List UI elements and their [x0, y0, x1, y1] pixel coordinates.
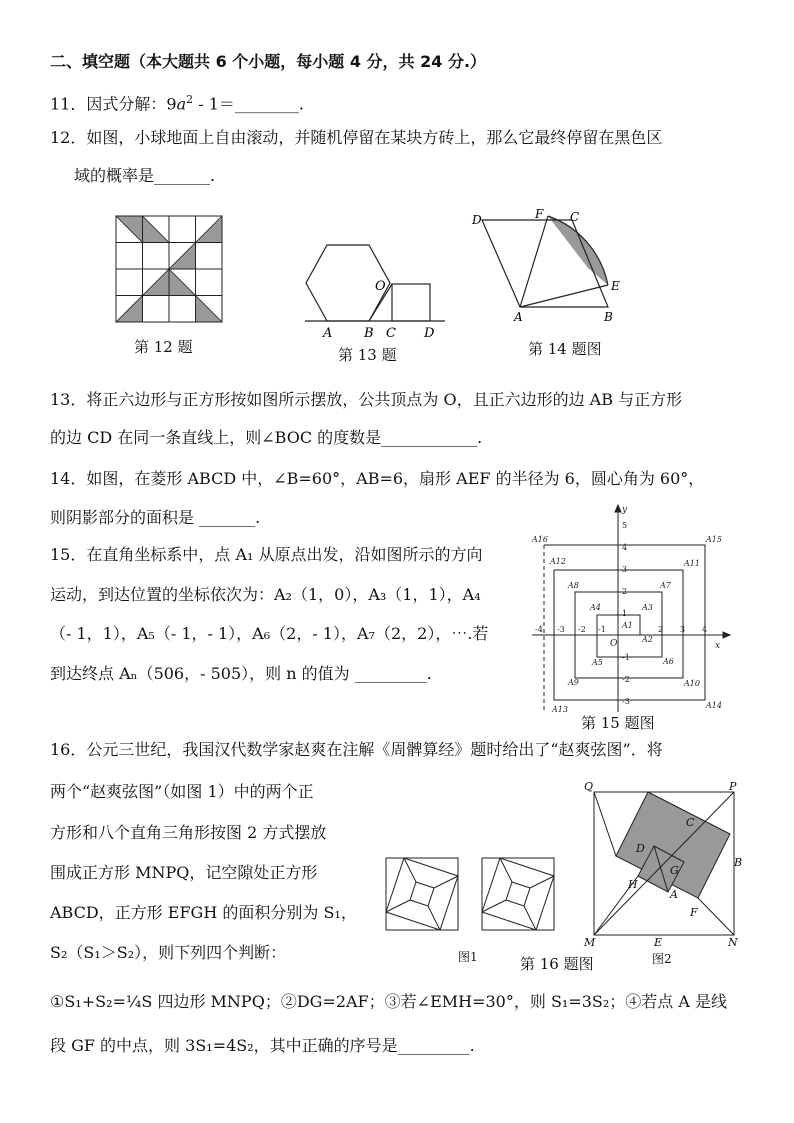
caption-q16: 第 16 题图 — [520, 955, 594, 973]
question-14-line2: 则阴影部分的面积是 _______. — [50, 508, 261, 527]
fig16-label-d: D — [636, 842, 645, 855]
q11-var: a — [176, 94, 187, 114]
question-16-line2: 两个“赵爽弦图”（如图 1）中的两个正 — [50, 782, 314, 801]
question-13-line1 — [50, 390, 682, 410]
svg-text:A8: A8 — [568, 581, 579, 590]
q15-number: 15． — [50, 545, 87, 564]
question-15-line1 — [50, 545, 483, 565]
fig16-label-c: C — [686, 816, 695, 829]
svg-text:3: 3 — [680, 625, 686, 634]
figure-14 — [468, 206, 628, 326]
svg-text:-1: -1 — [598, 625, 606, 634]
q11-number: 11． — [50, 94, 87, 114]
fig13-label-o: O — [375, 279, 386, 294]
section-header: 二、填空题（本大题共 6 个小题，每小题 4 分，共 24 分.） — [50, 52, 487, 71]
fig14-label-e: E — [611, 279, 620, 293]
q12-line1-text: 如图，小球地面上自由滚动，并随机停留在某块方砖上，那么它最终停留在黑色区 — [86, 128, 663, 147]
caption-fig1: 图1 — [458, 950, 478, 964]
fig15-axis-x: x — [715, 641, 721, 651]
svg-text:-1: -1 — [622, 653, 630, 662]
fig16-label-f: F — [690, 906, 698, 919]
caption-q15: 第 15 题图 — [581, 714, 655, 732]
q16-number: 16． — [50, 740, 87, 759]
question-16-line7: ①S₁+S₂=¼S 四边形 MNPQ；②DG=2AF；③若∠EMH=30°，则 S₁=3S₂；④若点 A 是线 — [50, 992, 728, 1011]
figure-12-grid — [116, 216, 222, 322]
question-12-line2: 域的概率是_______. — [74, 166, 216, 185]
svg-text:3: 3 — [622, 565, 628, 574]
svg-text:A7: A7 — [660, 581, 671, 590]
fig16-label-m: M — [584, 936, 596, 949]
caption-fig2: 图2 — [652, 952, 672, 966]
figure-13 — [305, 240, 445, 340]
svg-text:A9: A9 — [568, 678, 579, 687]
question-16-line8: 段 GF 的中点，则 3S₁=4S₂，其中正确的序号是_________. — [50, 1036, 475, 1055]
question-14-line1 — [50, 469, 704, 489]
svg-text:4: 4 — [622, 543, 628, 552]
fig16-label-p: P — [729, 780, 737, 793]
question-16-line3: 方形和八个直角三角形按图 2 方式摆放 — [50, 823, 327, 842]
figure-16-fig2 — [584, 780, 743, 949]
svg-text:4: 4 — [702, 625, 708, 634]
fig14-label-c: C — [570, 210, 580, 224]
fig14-label-a: A — [514, 310, 523, 324]
fig14-label-d: D — [472, 213, 482, 227]
fig16-label-h: H — [628, 878, 638, 891]
svg-text:-3: -3 — [622, 697, 630, 706]
svg-text:-2: -2 — [578, 625, 586, 634]
fig13-label-d: D — [424, 326, 435, 341]
fig14-label-b: B — [604, 310, 613, 324]
question-15-line3: （- 1，1），A₅（- 1，- 1），A₆（2，- 1），A₇（2，2），⋯.若 — [50, 624, 489, 643]
fig15-axis-y: y — [622, 505, 628, 515]
svg-text:5: 5 — [622, 521, 628, 530]
question-15-line4: 到达终点 Aₙ（506，- 505），则 n 的值为 _________. — [50, 664, 432, 683]
svg-text:A16: A16 — [532, 535, 548, 544]
svg-text:A1: A1 — [622, 621, 633, 630]
fig16-label-n: N — [728, 936, 738, 949]
fig16-label-e: E — [654, 936, 663, 949]
svg-text:A10: A10 — [684, 679, 700, 688]
fig13-label-b: B — [364, 326, 374, 341]
svg-text:1: 1 — [622, 609, 628, 618]
svg-text:A11: A11 — [684, 559, 700, 568]
svg-text:A3: A3 — [642, 603, 653, 612]
q13-number: 13． — [50, 390, 87, 409]
q11-text-b: - 1＝________. — [193, 94, 304, 114]
q16-line1-text: 公元三世纪，我国汉代数学家赵爽在注解《周髀算经》题时给出了“赵爽弦图”．将 — [86, 740, 663, 759]
fig15-origin: O — [610, 639, 618, 649]
svg-text:2: 2 — [658, 625, 664, 634]
fig16-label-g: G — [670, 864, 679, 877]
svg-text:-4: -4 — [535, 625, 543, 634]
svg-text:2: 2 — [622, 587, 628, 596]
caption-q14: 第 14 题图 — [528, 340, 602, 358]
svg-text:A15: A15 — [706, 535, 722, 544]
fig16-label-a: A — [670, 888, 678, 901]
fig16-label-q: Q — [584, 780, 594, 793]
q12-number: 12． — [50, 128, 87, 147]
fig13-label-a: A — [323, 326, 333, 341]
svg-text:-2: -2 — [622, 675, 630, 684]
question-16-line6: S₂（S₁＞S₂），则下列四个判断： — [50, 943, 287, 962]
q14-number: 14． — [50, 469, 87, 488]
svg-text:-3: -3 — [557, 625, 565, 634]
svg-text:A12: A12 — [550, 557, 566, 566]
fig13-label-c: C — [386, 326, 396, 341]
svg-text:A5: A5 — [592, 658, 603, 667]
q15-line1-text: 在直角坐标系中，点 A₁ 从原点出发，沿如图所示的方向 — [86, 545, 483, 564]
q14-line1-text: 如图，在菱形 ABCD 中，∠B=60°，AB=6，扇形 AEF 的半径为 6，圆心角为 60°， — [86, 469, 705, 488]
question-13-line2: 的边 CD 在同一条直线上，则∠BOC 的度数是____________. — [50, 428, 483, 447]
caption-q13: 第 13 题 — [338, 346, 397, 364]
figure-15-spiral — [530, 500, 735, 715]
svg-text:A2: A2 — [642, 635, 653, 644]
svg-text:A6: A6 — [663, 657, 674, 666]
question-16-line1 — [50, 740, 663, 760]
question-16-line4: 围成正方形 MNPQ，记空隙处正方形 — [50, 863, 318, 882]
fig14-label-f: F — [535, 207, 544, 221]
q13-line1-text: 将正六边形与正方形按如图所示摆放，公共顶点为 O，且正六边形的边 AB 与正方形 — [86, 390, 683, 409]
question-11 — [50, 90, 304, 114]
figure-16-fig1-right — [482, 858, 554, 930]
svg-text:A13: A13 — [552, 705, 568, 714]
fig16-label-b: B — [734, 856, 743, 869]
question-15-line2: 运动，到达位置的坐标依次为：A₂（1，0），A₃（1，1），A₄ — [50, 585, 481, 604]
svg-text:A4: A4 — [590, 603, 601, 612]
figure-16-fig1-left — [386, 858, 458, 930]
question-12-line1 — [50, 128, 662, 148]
caption-q12: 第 12 题 — [134, 338, 193, 356]
svg-text:A14: A14 — [706, 701, 722, 710]
q11-text: 因式分解：9 — [86, 94, 177, 114]
q11-exp: 2 — [186, 93, 194, 106]
question-16-line5: ABCD，正方形 EFGH 的面积分别为 S₁， — [50, 903, 357, 922]
